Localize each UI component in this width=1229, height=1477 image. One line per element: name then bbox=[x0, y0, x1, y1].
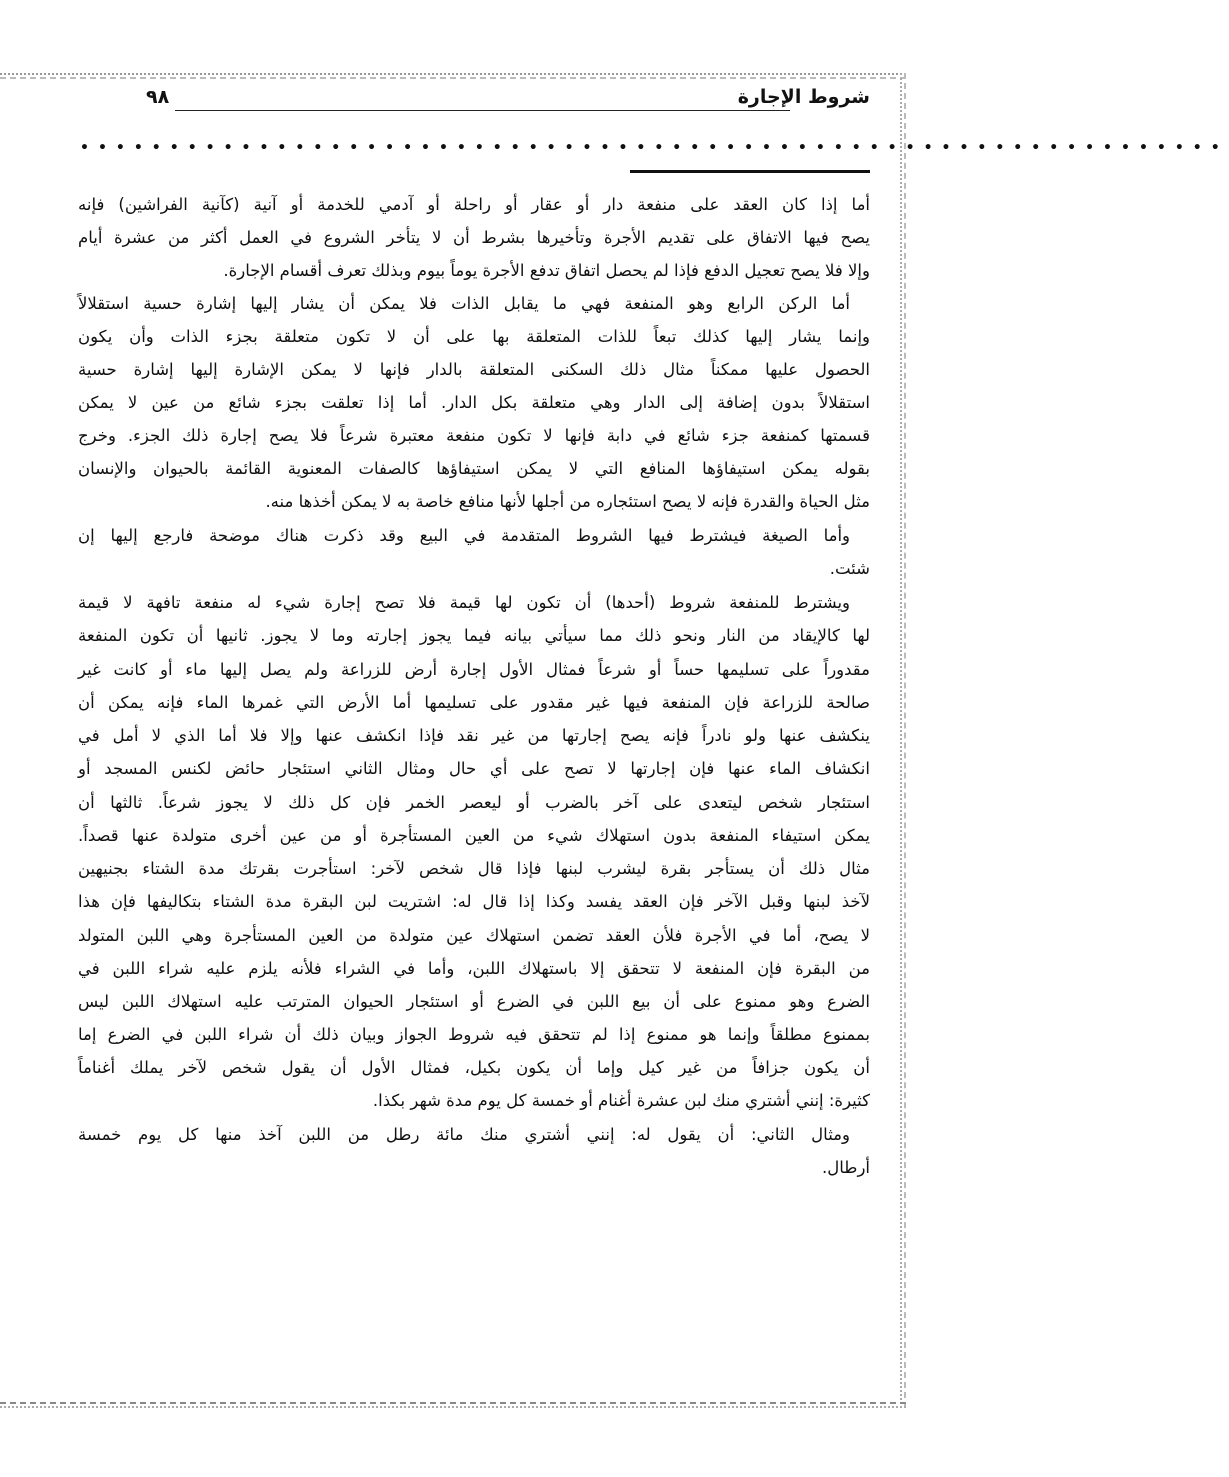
header-dotted-line: •••••••••••••••••••••••••••••••••••••••••••••••••••••••••••••••• bbox=[80, 140, 1229, 156]
text-line: أن يكون جزافاً من غير كيل وإما أن يكون بكيل، فمثال الأول أن يقول شخص لآخر يملك أغناماً bbox=[78, 1058, 870, 1077]
header-short-bar bbox=[630, 170, 870, 173]
text-line: كثيرة: إنني أشتري منك لبن عشرة أغنام أو خمسة كل يوم مدة شهر بكذا. bbox=[372, 1091, 870, 1110]
text-line: ينكشف عنها ولو نادراً فإنه يصح إجارتها من غير نقد فإذا انكشف عنها وإلا فلا أما الذي لا أمل في bbox=[78, 726, 870, 745]
running-header-title: شروط الإجارة bbox=[737, 86, 870, 108]
text-line: انكشاف الماء عنها فإن إجارتها لا تصح على أي حال ومثال الثاني استئجار حائض لكنس المسجد أو bbox=[78, 759, 870, 778]
text-line: مثال ذلك أن يستأجر بقرة ليشرب لبنها فإذا قال شخص لآخر: استأجرت بقرتك مدة الشتاء بجنيهين bbox=[78, 859, 870, 878]
text-line: لها كالإيقاد من النار ونحو ذلك مما سيأتي بيانه فيما يجوز إجارته وما لا يجوز. ثانيها أن تكون المنفعة bbox=[78, 626, 870, 645]
page-border-top bbox=[0, 73, 906, 79]
text-line: الضرع وهو ممنوع على أن بيع اللبن في الضرع أو استئجار الحيوان المترتب عليه استهلاك اللبن ليس bbox=[78, 992, 870, 1011]
text-line: يصح فيها الاتفاق على تقديم الأجرة وتأخيرها بشرط أن لا يتأخر الشروع في العمل أكثر من عشرة أيام bbox=[78, 228, 870, 247]
header-rule bbox=[175, 110, 790, 111]
text-line: ومثال الثاني: أن يقول له: إنني أشتري منك مائة رطل من اللبن آخذ منها كل يوم خمسة bbox=[78, 1125, 850, 1144]
text-line: استئجار شخص ليتعدى على آخر بالضرب أو ليعصر الخمر فإن كل ذلك لا يجوز شرعاً. ثالثها أن bbox=[78, 793, 870, 812]
text-line: مثل الحياة والقدرة فإنه لا يصح استئجاره من أجلها لأنها منافع خاصة به لا يمكن أخذها منه. bbox=[265, 492, 870, 511]
text-line: استقلالاً بدون إضافة إلى الدار وهي متعلقة بكل الدار. أما إذا تعلقت بجزء شائع من عين لا يمكن bbox=[78, 393, 870, 412]
text-line: ويشترط للمنفعة شروط (أحدها) أن تكون لها قيمة فلا تصح إجارة شيء له منفعة تافهة لا قيمة bbox=[78, 593, 850, 612]
text-line: وإنما يشار إليها كذلك تبعاً للذات المتعلقة بها على أن لا تكون متعلقة بجزء الذات وأن يكون bbox=[78, 327, 870, 346]
text-line: شئت. bbox=[829, 559, 870, 578]
text-line: قسمتها كمنفعة جزء شائع في دابة فإنها لا تكون منفعة معتبرة شرعاً فلا يصح إجارة ذلك الجزء. وخرج bbox=[78, 426, 870, 445]
text-line: يمكن استيفاء المنفعة بدون استهلاك شيء من العين المستأجرة أو من عين أخرى متولدة عنها قصداً. bbox=[78, 826, 870, 845]
page-number: ٩٨ bbox=[146, 86, 170, 108]
text-line: وإلا فلا يصح تعجيل الدفع فإذا لم يحصل اتفاق تدفع الأجرة يوماً بيوم وبذلك تعرف أقسام الإجارة. bbox=[223, 261, 870, 280]
text-line: لا يصح، أما في الأجرة فلأن العقد تضمن استهلاك عين متولدة من العين المستأجرة وهي اللبن المتولد bbox=[78, 926, 870, 945]
text-line: بقوله يمكن استيفاؤها المنافع التي لا يمكن استيفاؤها كالصفات المعنوية القائمة بالحيوان والإنسان bbox=[78, 459, 870, 478]
text-line: الحصول عليها ممكناً مثال ذلك السكنى المتعلقة بالدار فإنها لا يمكن الإشارة إليها إشارة حسية bbox=[78, 360, 870, 379]
text-line: صالحة للزراعة فإن المنفعة فيها غير مقدور على تسليمها أما الأرض التي غمرها الماء فإنه يمكن أن bbox=[78, 693, 870, 712]
text-line: أما الركن الرابع وهو المنفعة فهي ما يقابل الذات فلا يمكن أن يشار إليها إشارة حسية استقلالاً bbox=[78, 294, 850, 313]
text-line: من البقرة فإن المنفعة لا تتحقق إلا باستهلاك اللبن، وأما في الشراء فلأنه يلزم عليه شراء اللبن في bbox=[78, 959, 870, 978]
text-line: أرطال. bbox=[822, 1158, 870, 1177]
page-border-right bbox=[900, 73, 906, 1408]
text-line: وأما الصيغة فيشترط فيها الشروط المتقدمة في البيع وقد ذكرت هناك موضحة فارجع إليها إن bbox=[78, 526, 850, 545]
text-line: بممنوع مطلقاً وإنما هو ممنوع إذا لم تتحقق فيه شروط الجواز وبيان ذلك أن شراء اللبن في الضرع إما bbox=[78, 1025, 870, 1044]
text-line: لآخذ لبنها وقبل الآخر فإن العقد يفسد وكذا إذا قال له: اشتريت لبن البقرة مدة الشتاء بتكاليفها فإن هذا bbox=[78, 892, 870, 911]
text-line: مقدوراً على تسليمها حساً أو شرعاً فمثال الأول إجارة أرض للزراعة ولم يصل إليها ماء أو كانت غير bbox=[78, 660, 870, 679]
text-line: أما إذا كان العقد على منفعة دار أو عقار أو راحلة أو آدمي للخدمة أو آنية (كآنية الفراشين) فإنه bbox=[78, 195, 870, 214]
page-border-bottom bbox=[0, 1402, 906, 1408]
